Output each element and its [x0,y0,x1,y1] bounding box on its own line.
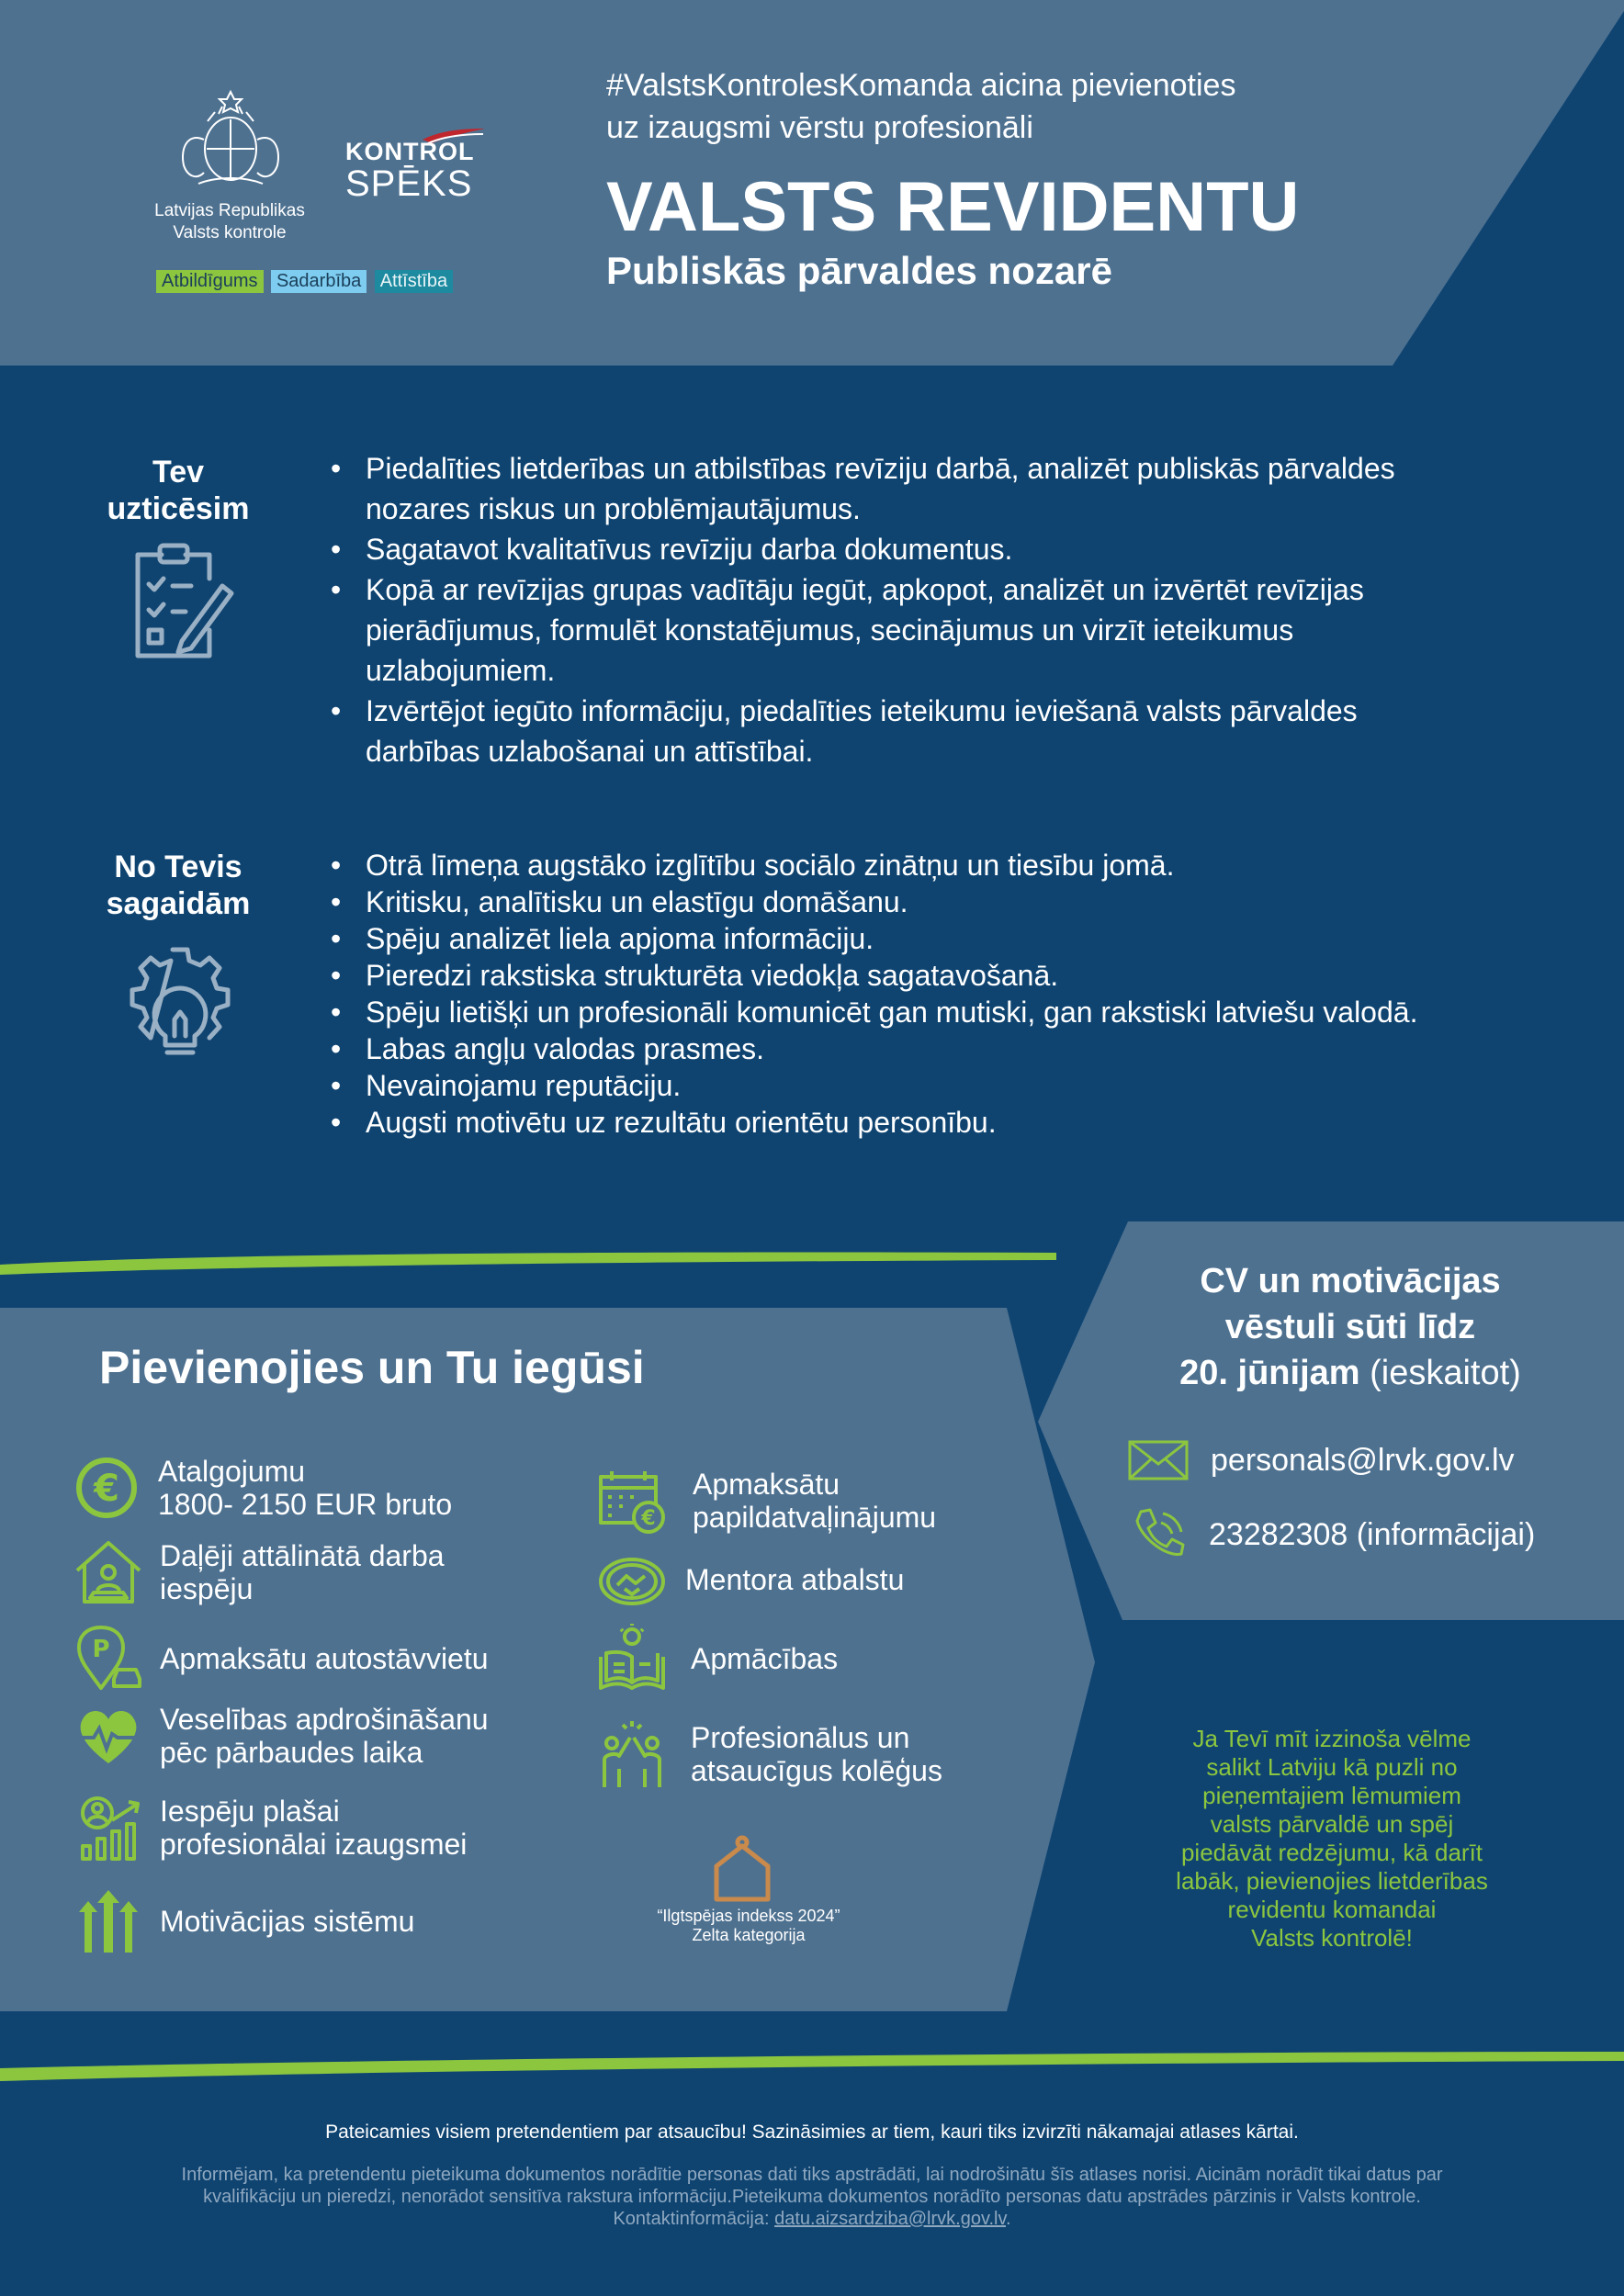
heart-pulse-icon [73,1701,143,1771]
trust-label-line2: uzticēsim [107,491,250,526]
benefit-remote-text [160,1539,445,1605]
benefit-colleagues-line2: atsaucīgus kolēģus [691,1754,942,1787]
footer-contact-email-link[interactable]: datu.aizsardziba@lrvk.gov.lv [774,2209,1006,2229]
list-item: • Otrā līmeņa augstāko izglītību sociālo zinātņu un tiesību jomā. [327,847,1448,884]
value-tag-responsibility: Atbildīgums [156,270,264,293]
calendar-euro-icon [597,1466,667,1536]
benefit-colleagues-text [691,1721,942,1787]
apply-date-line [1102,1350,1598,1396]
open-book-lightbulb-icon [597,1624,667,1694]
quote-line: pieņemtajiem lēmumiem [1202,1782,1461,1809]
handshake-icon [597,1545,667,1615]
benefit-motivation [73,1886,414,1956]
kontrol-wordmark: KONTROL [345,138,475,165]
list-item: • Izvērtējot iegūto informāciju, piedalīties ieteikumu ieviešanā valsts pārvaldes darbības uzlabošanai un attīstībai. [327,691,1448,771]
value-tag-development: Attīstība [375,270,453,293]
expect-label-line1: No Tevis [114,850,242,884]
green-divider-bottom [0,2052,1624,2081]
values-row [156,270,453,293]
high-five-icon [597,1719,667,1789]
apply-date: 20. jūnijam [1179,1354,1360,1392]
benefit-remote [73,1537,445,1607]
footer-contact-line: Kontaktinformācija: datu.aizsardziba@lrvk.gov.lv. [613,2209,1011,2229]
list-item: • Spēju lietišķi un profesionāli komunicēt gan mutiski, gan rakstiski latviešu valodā. [327,994,1448,1030]
expect-list [327,847,1448,1141]
speks-wordmark: SPĒKS [345,163,473,204]
invitation-quote [1130,1725,1534,1953]
footer-thanks: Pateicamies visiem pretendentiem par atsaucību! Sazināsimies ar tiem, kauri tiks izvirzīti nākamajai atlases kārtai. [325,2122,1299,2143]
quote-line: valsts pārvaldē un spēj [1210,1810,1454,1838]
list-item: • Sagatavot kvalitatīvus revīziju darba dokumentus. [327,529,1448,569]
expect-section-label [77,849,279,922]
footer-info-line1: Informējam, ka pretendentu pieteikuma dokumentos norādītie personas dati tiks apstrādāti, lai nodrošinātu šīs atlases norisi. Aicinām norādīt tikai datus par [181,2165,1443,2185]
trust-list [327,448,1448,771]
expect-label-line2: sagaidām [106,886,251,921]
arrows-up-icon [73,1886,143,1956]
benefit-vacation-line2: papildatvaļinājumu [693,1501,937,1534]
footer-contact-label: Kontaktinformācija: [613,2209,770,2229]
benefit-health-text [160,1703,489,1769]
list-item: • Nevainojamu reputāciju. [327,1067,1448,1104]
org-name-line1: Latvijas Republikas [154,201,305,220]
quote-line: Valsts kontrolē! [1251,1924,1413,1952]
footer-privacy-notice [55,2164,1569,2230]
apply-date-note: (ieskaitot) [1370,1354,1521,1392]
hashtag-line2: uz izaugsmi vērstu profesionāli [606,110,1033,145]
quote-line: piedāvāt redzējumu, kā darīt [1180,1839,1483,1866]
hashtag-line1: #ValstsKontrolesKomanda aicina pievienoties [606,68,1236,103]
apply-line1: CV un motivācijas [1200,1262,1501,1300]
envelope-icon [1128,1438,1189,1482]
green-divider-top [0,1253,1056,1275]
trust-section-label [77,454,279,527]
list-item: • Spēju analizēt liela apjoma informāciju. [327,920,1448,957]
list-item: • Labas angļu valodas prasmes. [327,1030,1448,1067]
benefit-mentor-text: Mentora atbalstu [685,1563,905,1596]
benefit-health [73,1701,489,1771]
benefits-title: Pievienojies un Tu iegūsi [99,1342,645,1393]
benefit-salary-text [158,1455,452,1521]
benefit-growth-line1: Iespēju plašai [160,1795,340,1828]
coat-of-arms-icon [171,84,290,193]
apply-line2: vēstuli sūti līdz [1224,1308,1476,1346]
growth-person-icon [73,1793,143,1863]
list-item: • Kritisku, analītisku un elastīgu domāšanu. [327,884,1448,920]
hashtag-intro [606,64,1433,149]
phone-icon [1130,1506,1187,1563]
list-item: • Augsti motivētu uz rezultātu orientētu personību. [327,1104,1448,1141]
svg-text:P: P [92,1636,110,1663]
list-item: • Pieredzi rakstiska strukturēta viedokļa sagatavošanā. [327,957,1448,994]
benefit-motivation-text: Motivācijas sistēmu [160,1905,415,1938]
award-line2: Zelta kategorija [692,1926,806,1944]
contact-email-text[interactable]: personals@lrvk.gov.lv [1211,1442,1515,1478]
sustainability-award-icon [709,1835,775,1903]
contact-phone[interactable] [1130,1506,1535,1563]
svg-text:€: € [641,1507,656,1530]
benefit-vacation [597,1466,936,1536]
award-caption [625,1907,873,1945]
org-name [138,200,321,244]
benefit-vacation-line1: Apmaksātu [693,1468,840,1501]
benefit-remote-line2: iespēju [160,1572,254,1605]
svg-text:€: € [94,1468,119,1510]
benefit-growth-text [160,1795,467,1861]
quote-line: labāk, pievienojies lietderības [1176,1867,1488,1895]
quote-line: revidentu komandai [1227,1896,1437,1923]
benefit-salary-line2: 1800- 2150 EUR bruto [158,1488,453,1521]
lightbulb-gear-icon [121,944,239,1062]
apply-deadline [1102,1258,1598,1396]
benefit-vacation-text [693,1468,936,1534]
parking-car-icon [73,1624,143,1694]
list-item: • Piedalīties lietderības un atbilstības revīziju darbā, analizēt publiskās pārvaldes nozares riskus un problēmjautājumus. [327,448,1448,529]
home-laptop-icon [73,1537,143,1607]
footer-info-line2: kvalifikāciju un pieredzi, nenorādot sensitīva rakstura informāciju.Pieteikuma dokumentos norādīto personas datu apstrādes pārzinis ir Valsts kontrole. [203,2187,1421,2207]
clipboard-checklist-icon [125,542,235,661]
contact-phone-text[interactable]: 23282308 (informācijai) [1209,1516,1536,1552]
header-text [606,64,1433,294]
benefit-parking [73,1624,489,1694]
page-subtitle: Publiskās pārvaldes nozarē [606,249,1112,292]
benefit-remote-line1: Daļēji attālinātā darba [160,1539,445,1572]
benefit-growth-line2: profesionālai izaugsmei [160,1828,468,1861]
benefit-colleagues-line1: Profesionālus un [691,1721,910,1754]
benefit-growth [73,1793,467,1863]
benefit-health-line2: pēc pārbaudes laika [160,1736,423,1769]
benefit-salary [72,1453,452,1523]
benefit-mentor [597,1545,904,1615]
benefit-salary-line1: Atalgojumu [158,1455,306,1488]
benefit-health-line1: Veselības apdrošināšanu [160,1703,489,1736]
quote-line: salikt Latviju kā puzli no [1206,1753,1458,1781]
benefit-parking-text: Apmaksātu autostāvvietu [160,1642,489,1675]
contact-email[interactable] [1128,1438,1515,1482]
benefit-training [597,1624,838,1694]
benefit-training-text: Apmācības [691,1642,839,1675]
trust-label-line1: Tev [152,455,205,490]
quote-line: Ja Tevī mīt izzinoša vēlme [1192,1725,1472,1752]
value-tag-cooperation: Sadarbība [271,270,367,293]
award-line1: “Ilgtspējas indekss 2024” [657,1907,840,1925]
list-item: • Kopā ar revīzijas grupas vadītāju iegūt, apkopot, analizēt un izvērtēt revīzijas pierādījumus, formulēt konstatējumus, secinājumus un virzīt ieteikumus uzlabojumiem. [327,569,1448,691]
euro-coin-icon [72,1453,141,1523]
org-name-line2: Valsts kontrole [173,223,287,242]
page-title: VALSTS REVIDENTU [606,168,1300,246]
logo-area [147,81,514,310]
benefit-colleagues [597,1719,942,1789]
